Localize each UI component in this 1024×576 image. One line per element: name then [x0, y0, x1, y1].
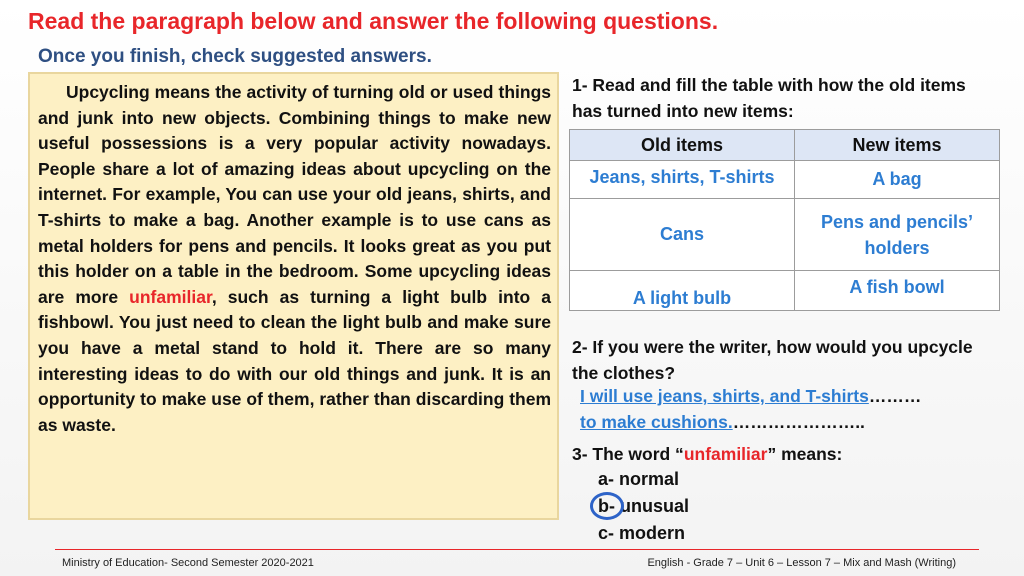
table-row: [570, 271, 1000, 311]
table-row: [570, 199, 1000, 271]
answer-text-2: to make cushions.: [580, 412, 733, 432]
passage-text-start: Upcycling means the activity of turning old or used things and junk into new objects. Combining things to make new useful possessions is a very popular activity nowadays. People share a lot of amazing ideas about upcycling on the internet. For example, You can use your old jeans, shirts, and T-shirts to make a bag. Another example is to use cans as metal holders for pens and pencils. It looks great as you put this holder on a table in the bedroom. Some upcycling ideas are more: [38, 82, 551, 307]
footer-right: English - Grade 7 – Unit 6 – Lesson 7 – Mix and Mash (Writing): [647, 557, 956, 569]
footer-left: Ministry of Education- Second Semester 2020-2021: [62, 557, 314, 569]
table-header-row: [570, 130, 1000, 161]
highlighted-word: unfamiliar: [129, 286, 212, 307]
selected-option-circle: [590, 492, 624, 520]
answer-line-1: [580, 383, 1000, 409]
question-3-prefix: 3- The word “: [572, 444, 684, 464]
option-a: a- normal: [598, 469, 680, 489]
answer-dots-1: ………: [868, 386, 922, 406]
passage-text-end: , such as turning a light bulb into a fishbowl. You just need to clean the light bulb and make sure you have a metal stand to hold it. There are so many interesting ideas to do with our old things and junk. It is an opportunity to make use of them, rather than discarding them as waste.: [38, 286, 551, 435]
old-item-cell: Cans: [570, 199, 795, 271]
new-item-cell: Pens and pencils’ holders: [795, 199, 1000, 271]
old-item-cell: Jeans, shirts, T-shirts: [570, 161, 795, 199]
question-1: 1- Read and fill the table with how the old items has turned into new items:: [572, 75, 966, 121]
new-item-cell: A bag: [795, 161, 1000, 199]
answer-2: [580, 383, 1000, 435]
question-3-word: unfamiliar: [683, 444, 768, 464]
header-new-items: New items: [795, 130, 1000, 161]
footer-divider: [55, 549, 979, 550]
question-2: 2- If you were the writer, how would you upcycle the clothes?: [572, 337, 973, 383]
items-table: [569, 129, 1000, 311]
new-item-cell: A fish bowl: [795, 271, 1000, 311]
question-3-suffix: ” means:: [767, 444, 843, 464]
passage-text: [38, 80, 551, 438]
answer-dots-2: …………………..: [732, 412, 865, 432]
answer-line-2: [580, 409, 1000, 435]
answer-text-1: I will use jeans, shirts, and T-shirts: [580, 386, 869, 406]
question-3: [572, 441, 992, 469]
header-old-items: Old items: [570, 130, 795, 161]
page-subtitle: Once you finish, check suggested answers.: [38, 46, 432, 67]
reading-passage: [28, 72, 559, 520]
option-c: c- modern: [598, 523, 686, 543]
page-title: Read the paragraph below and answer the following questions.: [28, 8, 719, 34]
table-row: [570, 161, 1000, 199]
old-item-cell: A light bulb: [570, 271, 795, 311]
option-b: b- unusual: [598, 496, 689, 516]
